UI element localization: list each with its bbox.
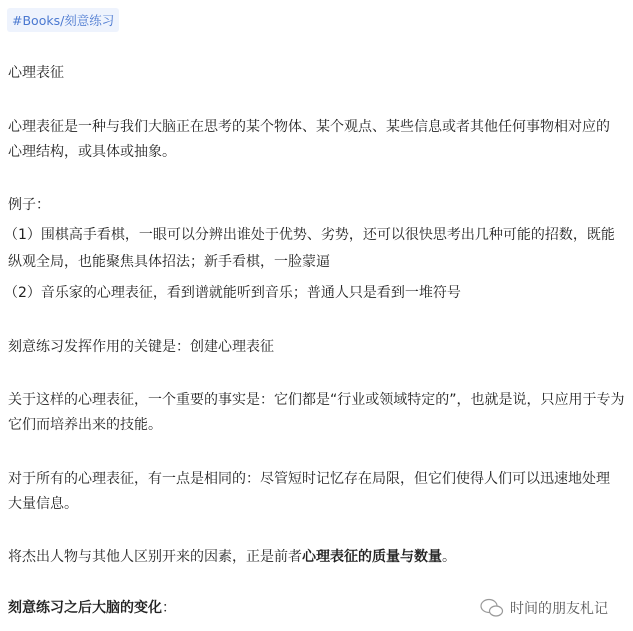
book-tag[interactable]: #Books/刻意练习 — [7, 8, 119, 32]
paragraph-line: 心理表征是一种与我们大脑正在思考的某个物体、某个观点、某些信息或者其他任何事物相对应的 — [8, 119, 610, 135]
paragraph-line: 纵观全局，也能聚焦具体招法；新手看棋，一脸蒙逼 — [8, 254, 330, 270]
paragraph-line: （1）围棋高手看棋，一眼可以分辨出谁处于优势、劣势，还可以很快思考出几种可能的招数，既能 — [4, 227, 615, 243]
watermark-text: 时间的朋友札记 — [510, 601, 608, 617]
paragraph-line: 对于所有的心理表征，有一点是相同的：尽管短时记忆存在局限，但它们使得人们可以迅速地处理 — [8, 471, 610, 487]
paragraph-line: 刻意练习发挥作用的关键是：创建心理表征 — [8, 339, 274, 355]
paragraph-line: 它们而培养出来的技能。 — [8, 417, 162, 433]
paragraph-line: 例子： — [8, 197, 50, 213]
paragraph-line — [8, 547, 456, 567]
wechat-icon — [480, 598, 504, 618]
text: 。 — [442, 549, 456, 565]
paragraph-line: 心理结构，或具体或抽象。 — [8, 144, 176, 160]
paragraph-line: 大量信息。 — [8, 496, 78, 512]
paragraph-line: 关于这样的心理表征，一个重要的事实是：它们都是“行业或领域特定的”，也就是说，只应用于专为 — [8, 392, 625, 408]
paragraph-line: （2）音乐家的心理表征，看到谱就能听到音乐；普通人只是看到一堆符号 — [4, 285, 461, 301]
watermark — [480, 598, 608, 618]
section-title: 心理表征 — [8, 65, 64, 81]
bold-text: 心理表征的质量与数量 — [302, 549, 442, 565]
text: 将杰出人物与其他人区别开来的因素，正是前者 — [8, 549, 302, 565]
heading-text: 刻意练习之后大脑的变化 — [8, 600, 162, 616]
section-heading — [8, 598, 176, 618]
heading-colon: ： — [162, 600, 176, 616]
